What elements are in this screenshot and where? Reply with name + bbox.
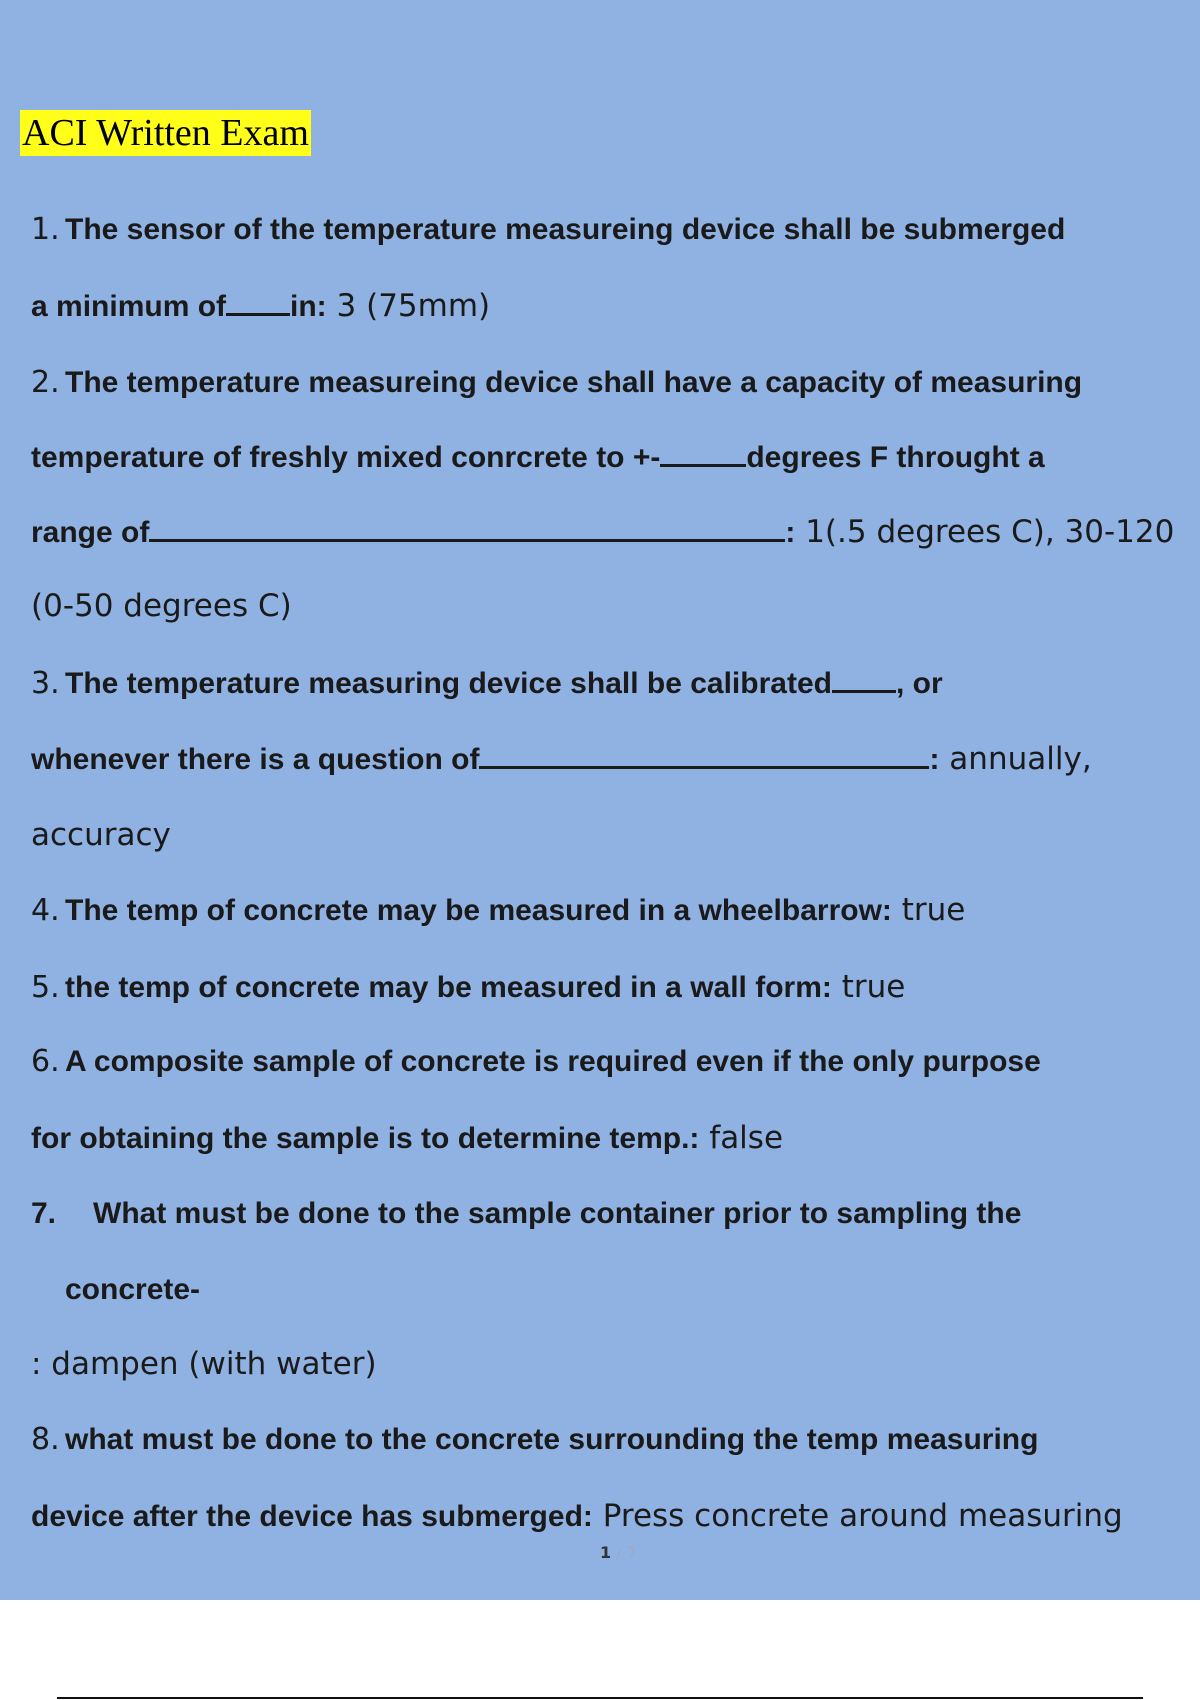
question-text: The sensor of the temperature measureing device shall be submerged <box>65 213 1066 246</box>
question-text: , or <box>895 667 943 700</box>
document-title: ACI Written Exam <box>22 112 309 154</box>
question-text: a minimum of <box>31 290 227 323</box>
question-5-line-1 <box>31 967 905 1008</box>
answer-text: 1(.5 degrees C), 30-120 <box>795 514 1175 550</box>
question-text: range of <box>31 516 150 549</box>
question-text: concrete- <box>65 1273 201 1306</box>
question-8-line-2 <box>31 1496 1123 1537</box>
question-number: 7. <box>31 1197 57 1230</box>
question-3-line-1 <box>31 664 943 704</box>
question-text: temperature of freshly mixed conrcrete to +- <box>31 441 661 474</box>
question-4-line-1 <box>31 890 965 931</box>
page-indicator <box>600 1543 637 1562</box>
answer-text: accuracy <box>31 817 171 853</box>
question-text: A composite sample of concrete is required even if the only purpose <box>65 1045 1041 1078</box>
question-number: 2. <box>31 365 60 400</box>
question-number: 8. <box>31 1422 60 1457</box>
question-2-line-2 <box>31 438 1045 478</box>
question-2-line-3 <box>31 512 1174 553</box>
footer-divider <box>57 1697 1143 1699</box>
answer-text: true <box>831 969 906 1005</box>
question-text: The temperature measuring device shall be calibrated <box>65 667 832 700</box>
question-7-line-1 <box>31 1194 1021 1234</box>
question-text: what must be done to the concrete surrounding the temp measuring <box>65 1423 1039 1456</box>
fill-blank <box>660 438 746 467</box>
question-text: the temp of concrete may be measured in a wall form: <box>65 971 832 1004</box>
question-1-line-1 <box>31 210 1065 250</box>
question-number: 3. <box>31 666 60 701</box>
question-text: : <box>929 743 940 776</box>
total-pages: 7 <box>626 1543 637 1562</box>
question-text: for obtaining the sample is to determine temp.: <box>31 1122 700 1155</box>
question-text: What must be done to the sample container prior to sampling the <box>93 1197 1022 1230</box>
question-6-line-1 <box>31 1042 1041 1082</box>
question-text: in: <box>290 290 327 323</box>
question-text: The temp of concrete may be measured in a wheelbarrow: <box>65 894 892 927</box>
current-page: 1 <box>600 1543 612 1562</box>
fill-blank <box>226 287 290 316</box>
question-text: device after the device has submerged: <box>31 1500 593 1533</box>
question-2-line-1 <box>31 363 1082 403</box>
answer-text: (0-50 degrees C) <box>31 588 292 624</box>
answer-text: true <box>891 892 966 928</box>
question-8-line-1 <box>31 1420 1038 1460</box>
question-text: degrees F throught a <box>746 441 1045 474</box>
answer-text: Press concrete around measuring <box>592 1498 1123 1534</box>
question-3-line-2 <box>31 739 1092 780</box>
page-separator: / <box>616 1543 622 1562</box>
question-6-line-2 <box>31 1118 783 1159</box>
question-number: 4. <box>31 893 60 928</box>
fill-blank <box>832 664 896 693</box>
question-2-line-4 <box>31 586 292 627</box>
question-7-line-3 <box>31 1344 377 1385</box>
question-number: 5. <box>31 970 60 1005</box>
question-1-line-2 <box>31 286 490 327</box>
question-number: 6. <box>31 1044 60 1079</box>
title-block <box>20 110 311 156</box>
answer-text: 3 (75mm) <box>326 288 491 324</box>
question-7-line-2 <box>65 1270 200 1310</box>
answer-text: annually, <box>939 741 1092 777</box>
question-text: The temperature measureing device shall have a capacity of measuring <box>65 366 1083 399</box>
fill-blank <box>149 513 785 542</box>
answer-text: : dampen (with water) <box>31 1346 377 1382</box>
question-number: 1. <box>31 212 60 247</box>
fill-blank <box>479 740 929 769</box>
question-3-line-3 <box>31 815 171 856</box>
answer-text: false <box>699 1120 784 1156</box>
question-text: : <box>785 516 796 549</box>
question-text: whenever there is a question of <box>31 743 480 776</box>
